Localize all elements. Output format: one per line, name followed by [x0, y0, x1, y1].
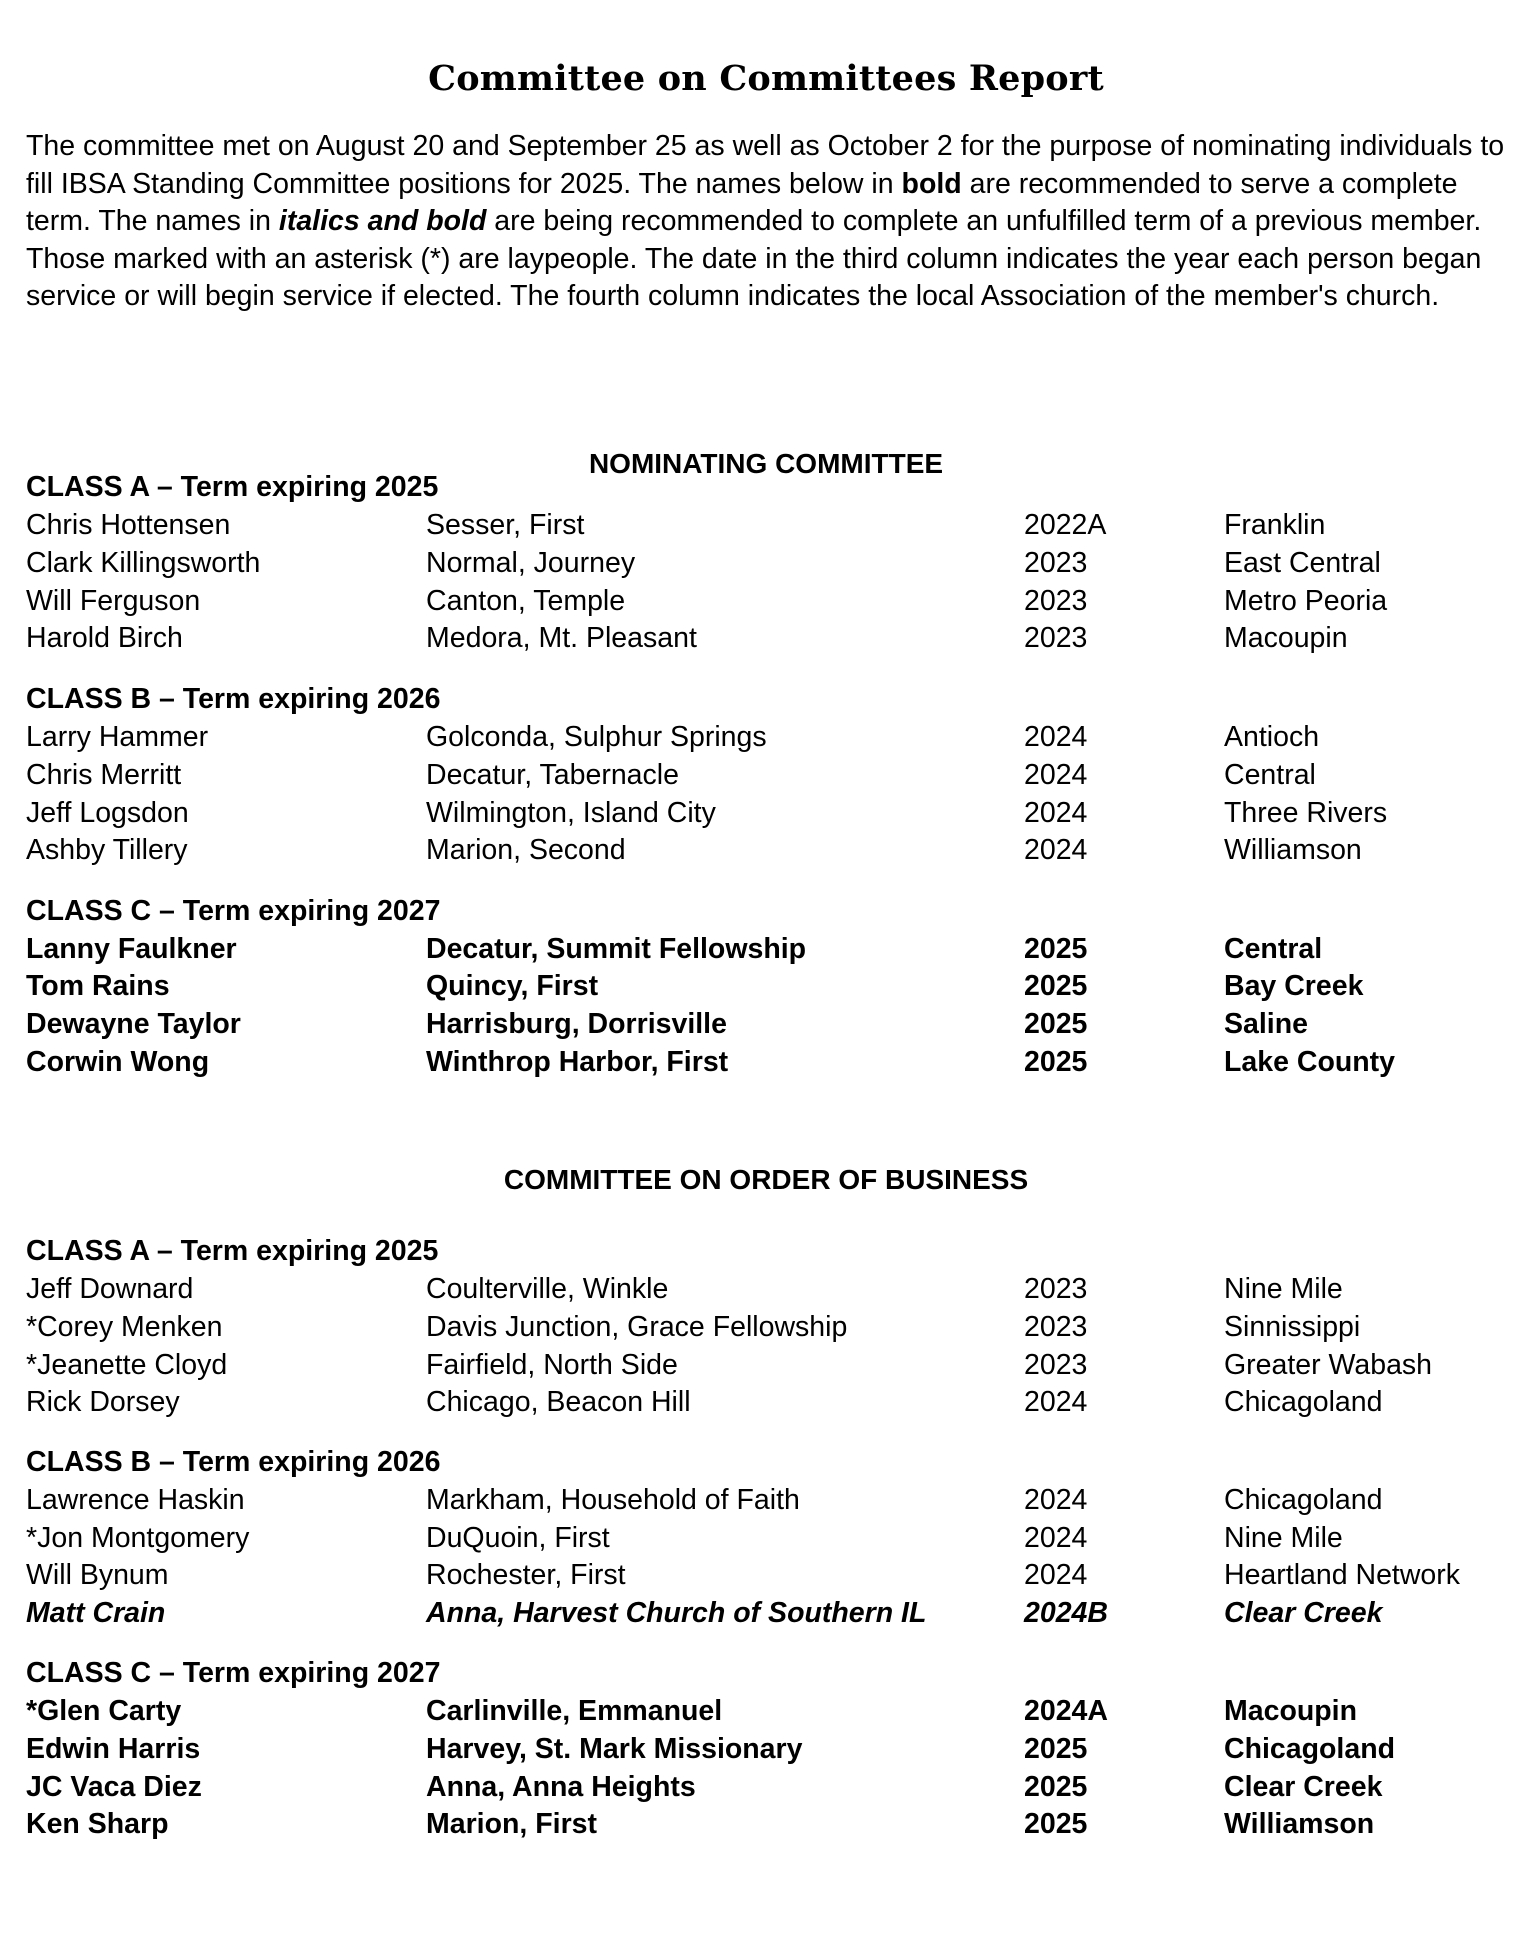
member-year: 2024 [1024, 1484, 1088, 1516]
intro-text-3: are being recommended to complete an unfulfilled term of a previous member. Those marked with an asterisk (*) are laypeople. The date in the third column indicates the year each person began service or will begin service if elected. The fourth column indicates the local Association of the member's church. [26, 205, 1482, 312]
table-row [0, 1008, 1532, 1046]
member-church: Coulterville, Winkle [426, 1273, 669, 1305]
member-name: *Jon Montgomery [26, 1522, 250, 1554]
member-name: Chris Merritt [26, 759, 182, 791]
member-church: Harvey, St. Mark Missionary [426, 1733, 803, 1765]
member-name: JC Vaca Diez [26, 1771, 202, 1803]
member-year: 2024 [1024, 1386, 1088, 1418]
member-year: 2025 [1024, 933, 1088, 965]
member-name: Tom Rains [26, 970, 170, 1002]
intro-paragraph [26, 128, 1516, 316]
table-row [0, 1386, 1532, 1424]
member-year: 2024A [1024, 1695, 1108, 1727]
member-year: 2024 [1024, 1522, 1088, 1554]
member-association: Three Rivers [1224, 797, 1388, 829]
member-church: Markham, Household of Faith [426, 1484, 800, 1516]
member-name: Chris Hottensen [26, 509, 231, 541]
table-row [0, 1733, 1532, 1771]
table-row [0, 970, 1532, 1008]
member-year: 2023 [1024, 622, 1088, 654]
member-year: 2025 [1024, 1733, 1088, 1765]
member-year: 2023 [1024, 547, 1088, 579]
table-row [0, 1349, 1532, 1387]
member-church: Decatur, Summit Fellowship [426, 933, 807, 965]
member-church: Medora, Mt. Pleasant [426, 622, 697, 654]
member-year: 2022A [1024, 509, 1107, 541]
member-association: Chicagoland [1224, 1733, 1396, 1765]
table-row [0, 759, 1532, 797]
member-year: 2025 [1024, 1008, 1088, 1040]
member-name: Clark Killingsworth [26, 547, 261, 579]
member-year: 2023 [1024, 1349, 1088, 1381]
member-association: Saline [1224, 1008, 1308, 1040]
table-row [0, 1484, 1532, 1522]
member-church: Anna, Anna Heights [426, 1771, 696, 1803]
member-association: Williamson [1224, 834, 1362, 866]
member-year: 2024 [1024, 759, 1088, 791]
member-name: Edwin Harris [26, 1733, 201, 1765]
member-year: 2023 [1024, 1273, 1088, 1305]
table-row [0, 1695, 1532, 1733]
member-church: Harrisburg, Dorrisville [426, 1008, 727, 1040]
member-church: Sesser, First [426, 509, 585, 541]
nominating-class-c-heading: CLASS C – Term expiring 2027 [26, 895, 441, 927]
member-association: Lake County [1224, 1046, 1396, 1078]
member-name: Matt Crain [26, 1597, 166, 1629]
intro-bold-word: bold [901, 167, 962, 200]
intro-text-1: The committee met on August 20 and September 25 as well as October 2 for the purpose of nominating individuals to fill IBSA Standing Committee positions for 2025. The names below in [26, 130, 1505, 200]
member-church: Marion, First [426, 1808, 598, 1840]
member-association: Bay Creek [1224, 970, 1364, 1002]
member-church: DuQuoin, First [426, 1522, 610, 1554]
member-association: Franklin [1224, 509, 1326, 541]
member-year: 2023 [1024, 585, 1088, 617]
table-row [0, 797, 1532, 835]
member-association: East Central [1224, 547, 1381, 579]
member-year: 2023 [1024, 1311, 1088, 1343]
member-name: *Jeanette Cloyd [26, 1349, 228, 1381]
member-church: Fairfield, North Side [426, 1349, 678, 1381]
nominating-class-b-heading: CLASS B – Term expiring 2026 [26, 683, 441, 715]
member-year: 2025 [1024, 1046, 1088, 1078]
member-name: Lanny Faulkner [26, 933, 237, 965]
intro-bolditalic-words: italics and bold [278, 205, 487, 237]
nominating-class-a-heading: CLASS A – Term expiring 2025 [26, 471, 439, 503]
member-year: 2024 [1024, 1559, 1088, 1591]
member-church: Winthrop Harbor, First [426, 1046, 729, 1078]
member-association: Central [1224, 933, 1323, 965]
member-association: Sinnissippi [1224, 1311, 1361, 1343]
member-association: Greater Wabash [1224, 1349, 1433, 1381]
table-row [0, 547, 1532, 585]
member-church: Chicago, Beacon Hill [426, 1386, 691, 1418]
member-name: Harold Birch [26, 622, 183, 654]
member-association: Metro Peoria [1224, 585, 1388, 617]
table-row [0, 1771, 1532, 1809]
order-class-b-heading: CLASS B – Term expiring 2026 [26, 1446, 441, 1478]
member-church: Marion, Second [426, 834, 626, 866]
member-church: Wilmington, Island City [426, 797, 716, 829]
intro-text-2: are recommended to serve a complete term. The names in [26, 167, 1458, 237]
member-church: Carlinville, Emmanuel [426, 1695, 723, 1727]
member-year: 2024 [1024, 797, 1088, 829]
member-association: Clear Creek [1224, 1771, 1383, 1803]
table-row [0, 585, 1532, 623]
member-association: Antioch [1224, 721, 1320, 753]
member-name: Dewayne Taylor [26, 1008, 241, 1040]
member-association: Macoupin [1224, 1695, 1357, 1727]
table-row [0, 1273, 1532, 1311]
member-name: Rick Dorsey [26, 1386, 180, 1418]
member-year: 2025 [1024, 1808, 1088, 1840]
member-name: *Glen Carty [26, 1695, 182, 1727]
table-row [0, 622, 1532, 660]
member-name: Ken Sharp [26, 1808, 169, 1840]
member-church: Davis Junction, Grace Fellowship [426, 1311, 848, 1343]
member-church: Canton, Temple [426, 585, 626, 617]
order-of-business-heading: COMMITTEE ON ORDER OF BUSINESS [503, 1164, 1029, 1195]
member-church: Rochester, First [426, 1559, 626, 1591]
order-class-a-heading: CLASS A – Term expiring 2025 [26, 1235, 439, 1267]
table-row [0, 721, 1532, 759]
member-year: 2025 [1024, 970, 1088, 1002]
table-row [0, 509, 1532, 547]
page-title: Committee on Committees Report [428, 58, 1104, 99]
member-association: Macoupin [1224, 622, 1348, 654]
member-name: Will Ferguson [26, 585, 201, 617]
member-association: Williamson [1224, 1808, 1375, 1840]
member-church: Normal, Journey [426, 547, 636, 579]
member-name: Jeff Downard [26, 1273, 194, 1305]
member-year: 2025 [1024, 1771, 1088, 1803]
member-year: 2024 [1024, 721, 1088, 753]
member-church: Decatur, Tabernacle [426, 759, 679, 791]
member-association: Central [1224, 759, 1316, 791]
member-name: Jeff Logsdon [26, 797, 189, 829]
member-name: *Corey Menken [26, 1311, 223, 1343]
member-name: Lawrence Haskin [26, 1484, 245, 1516]
member-church: Anna, Harvest Church of Southern IL [426, 1597, 927, 1629]
table-row [0, 1046, 1532, 1084]
table-row [0, 1311, 1532, 1349]
table-row [0, 1597, 1532, 1635]
member-association: Chicagoland [1224, 1386, 1383, 1418]
member-association: Chicagoland [1224, 1484, 1383, 1516]
member-year: 2024 [1024, 834, 1088, 866]
order-class-c-heading: CLASS C – Term expiring 2027 [26, 1657, 441, 1689]
member-name: Larry Hammer [26, 721, 209, 753]
table-row [0, 933, 1532, 971]
member-church: Golconda, Sulphur Springs [426, 721, 767, 753]
member-year: 2024B [1024, 1597, 1108, 1629]
member-name: Will Bynum [26, 1559, 169, 1591]
table-row [0, 1808, 1532, 1846]
table-row [0, 1559, 1532, 1597]
member-association: Clear Creek [1224, 1597, 1383, 1629]
member-association: Nine Mile [1224, 1522, 1343, 1554]
member-church: Quincy, First [426, 970, 599, 1002]
table-row [0, 834, 1532, 872]
nominating-committee-heading: NOMINATING COMMITTEE [588, 448, 944, 479]
member-association: Nine Mile [1224, 1273, 1343, 1305]
table-row [0, 1522, 1532, 1560]
member-association: Heartland Network [1224, 1559, 1461, 1591]
member-name: Ashby Tillery [26, 834, 188, 866]
member-name: Corwin Wong [26, 1046, 210, 1078]
